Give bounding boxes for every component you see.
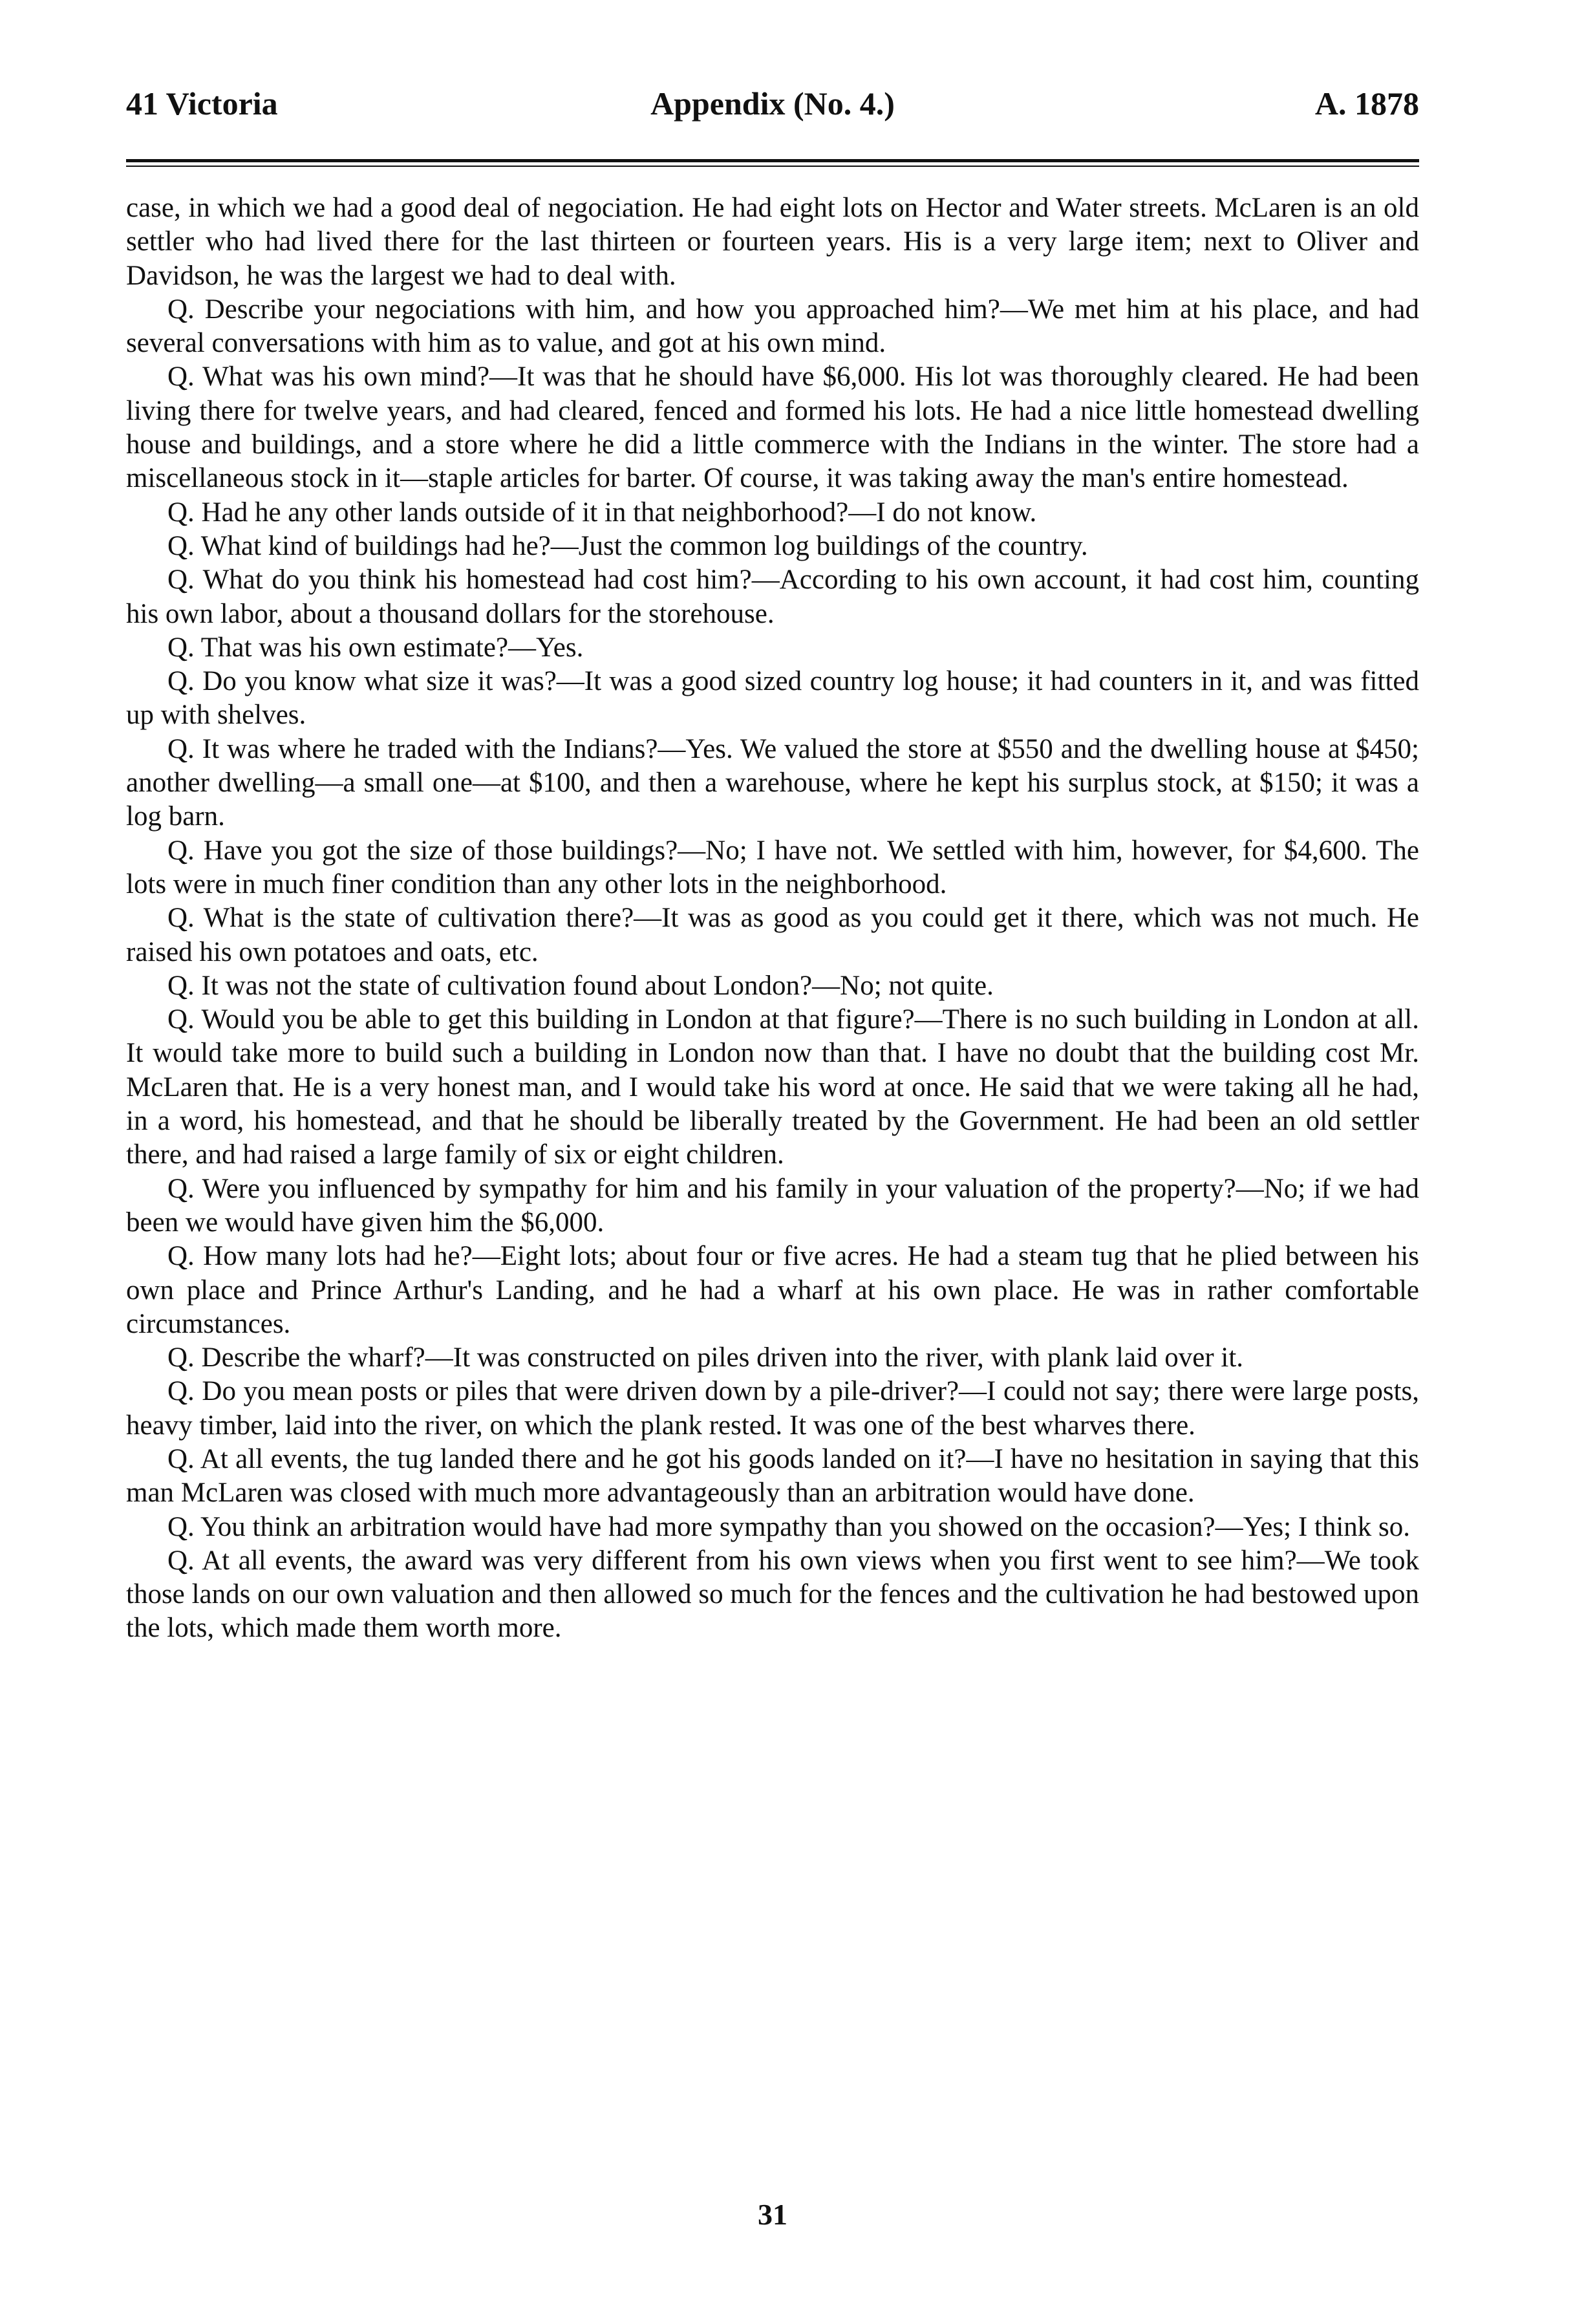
paragraph: Q. At all events, the tug landed there and he got his goods landed on it?—I have no hesitation in saying that this man McLaren was closed with much more advantageously than an arbitration would have done. [126,1443,1419,1509]
paragraph: Q. Describe your negociations with him, and how you approached him?—We met him at his place, and had several conversations with him as to value, and got at his own mind. [126,294,1419,359]
page-number: 31 [758,2198,787,2231]
paragraph: Q. Have you got the size of those buildings?—No; I have not. We settled with him, however, for $4,600. The lots were in much finer condition than any other lots in the neighborhood. [126,835,1419,899]
paragraph: Q. What do you think his homestead had cost him?—According to his own account, it had cost him, counting his own labor, about a thousand dollars for the storehouse. [126,565,1419,629]
paragraph: Q. That was his own estimate?—Yes. [167,632,584,663]
paragraph: Q. What was his own mind?—It was that he should have $6,000. His lot was thoroughly cleared. He had been living there for twelve years, and had cleared, fenced and formed his lots. He had a nice little homestead dwelling house and buildings, and a store where he did a little commerce with the Indians in the winter. The store had a miscellaneous stock in it—staple articles for barter. Of course, it was taking away the man's entire homestead. [126,361,1419,494]
paragraph: Q. It was not the state of cultivation found about London?—No; not quite. [167,970,994,1001]
paragraph: Q. Were you influenced by sympathy for him and his family in your valuation of the property?—No; if we had been we would have given him the $6,000. [126,1173,1419,1238]
header-appendix: Appendix (No. 4.) [650,85,895,122]
paragraph: Q. Describe the wharf?—It was constructed on piles driven into the river, with plank laid over it. [167,1342,1244,1373]
running-header [126,78,1419,129]
body-text [126,191,1419,1646]
paragraph: Q. Would you be able to get this building in London at that figure?—There is no such building in London at all. It would take more to build such a building in London now than that. I have no doubt that the building cost Mr. McLaren that. He is a very honest man, and I would take his word at once. He said that we were taking all he had, in a word, his homestead, and that he should be liberally treated by the Government. He had been an old settler there, and had raised a large family of six or eight children. [126,1004,1419,1170]
paragraph: Q. At all events, the award was very different from his own views when you first went to see him?—We took those lands on our own valuation and then allowed so much for the fences and the cultivation he had bestowed upon the lots, which made them worth more. [126,1545,1419,1644]
paragraph: Q. Do you mean posts or piles that were driven down by a pile-driver?—I could not say; there were large posts, heavy timber, laid into the river, on which the plank rested. It was one of the best wharves there. [126,1376,1419,1441]
header-rule-thick [126,159,1419,162]
page-content [126,78,1419,2231]
paragraph: Q. Had he any other lands outside of it in that neighborhood?—I do not know. [167,497,1037,528]
header-rule-thin [126,166,1419,167]
paragraph: Q. How many lots had he?—Eight lots; about four or five acres. He had a steam tug that he plied between his own place and Prince Arthur's Landing, and he had a wharf at his own place. He was in rather comfortable circumstances. [126,1241,1419,1339]
paragraph: Q. You think an arbitration would have had more sympathy than you showed on the occasion?—Yes; I think so. [167,1511,1411,1542]
header-session: 41 Victoria [126,85,278,122]
paragraph: Q. What is the state of cultivation there?—It was as good as you could get it there, which was not much. He raised his own potatoes and oats, etc. [126,903,1419,967]
paragraph: case, in which we had a good deal of negociation. He had eight lots on Hector and Water streets. McLaren is an old settler who had lived there for the last thirteen or fourteen years. His is a very large item; next to Oliver and Davidson, he was the largest we had to deal with. [126,193,1419,291]
paragraph: Q. It was where he traded with the Indians?—Yes. We valued the store at $550 and the dwelling house at $450; another dwelling—a small one—at $100, and then a warehouse, where he kept his surplus stock, at $150; it was a log barn. [126,733,1419,832]
header-year: A. 1878 [1314,85,1419,122]
paragraph: Q. Do you know what size it was?—It was a good sized country log house; it had counters in it, and was fitted up with shelves. [126,666,1419,731]
paragraph: Q. What kind of buildings had he?—Just the common log buildings of the country. [167,530,1088,561]
